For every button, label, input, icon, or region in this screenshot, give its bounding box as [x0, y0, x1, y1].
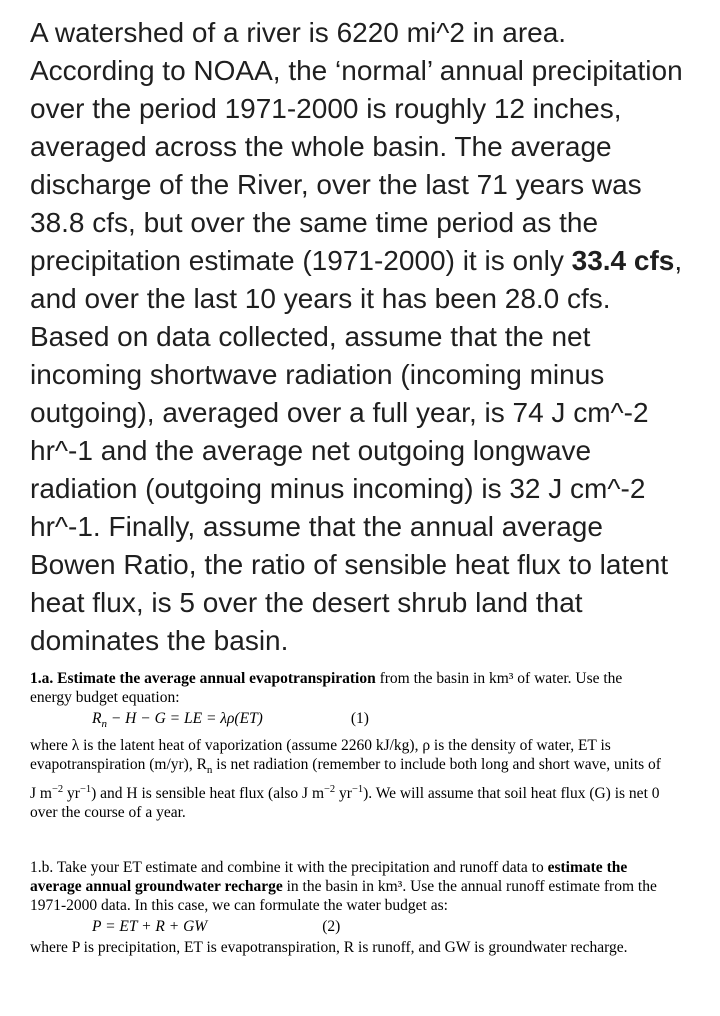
- section-1b-footer: where P is precipitation, ET is evapotranspiration, R is runoff, and GW is groundwater recharge.: [30, 939, 628, 957]
- section-1a-body: [30, 736, 664, 822]
- body-a-run-2: is net radiation (remember to include both long and short wave, units of J m: [30, 756, 661, 803]
- body-a-sup-2: −1: [79, 784, 92, 796]
- equation-1-rest: − H − G = LE = λρ(ET): [106, 710, 263, 727]
- section-1a: [30, 669, 694, 822]
- body-a-sup-4: −1: [351, 784, 364, 796]
- body-a-run-10: ). We will assume that soil heat flux (G) is net 0 over the course of a year.: [30, 785, 660, 822]
- body-a-sub-n: n: [206, 764, 213, 777]
- equation-1-variable: R: [92, 710, 102, 727]
- body-a-run-6: ) and H is sensible heat flux (also J m: [91, 785, 324, 803]
- equation-1-expression: [92, 710, 263, 731]
- section-1a-heading-bold: 1.a. Estimate the average annual evapotranspiration: [30, 670, 376, 687]
- body-a-sup-1: −2: [51, 784, 64, 796]
- equation-1-number: (1): [350, 710, 369, 727]
- equation-2: [30, 917, 664, 936]
- equation-1: [30, 709, 664, 734]
- section-1a-heading: [30, 669, 664, 707]
- body-a-run-0: where λ is the latent heat of vaporization (assume 2260 kJ/kg), ρ is the density of water, ET is evapotranspiration (m/yr), R: [30, 737, 611, 774]
- body-a-sup-3: −2: [324, 784, 336, 796]
- section-1b-lead: 1.b. Take your ET estimate and combine it with the precipitation and runoff data to: [30, 859, 548, 877]
- bold-discharge-value: 33.4 cfs: [571, 245, 675, 276]
- section-1b-heading: [30, 858, 664, 915]
- body-a-run-8: yr: [335, 785, 352, 803]
- problem-text-1: A watershed of a river is 6220 mi^2 in area. According to NOAA, the ‘normal’ annual precipitation over the period 1971-2000 is roughly 12 inches, averaged across the whole basin. The average discharge of the River, over the last 71 years was 38.8 cfs, but over the same time period as the precipitation estimate (1971-2000) it is only: [30, 17, 683, 276]
- section-1b: [30, 858, 694, 957]
- equation-1-subscript: n: [101, 718, 107, 731]
- problem-statement: [30, 14, 694, 660]
- section-1b-heading-bold: estimate the average annual groundwater recharge: [30, 859, 628, 896]
- body-a-run-4: yr: [63, 785, 80, 803]
- problem-text-2: , and over the last 10 years it has been 28.0 cfs. Based on data collected, assume that the net incoming shortwave radiation (incoming minus outgoing), averaged over a full year, is 74 J cm^-2 hr^-1 and the average net outgoing longwave radiation (outgoing minus incoming) is 32 J cm^-2 hr^-1. Finally, assume that the annual average Bowen Ratio, the ratio of sensible heat flux to latent heat flux, is 5 over the desert shrub land that dominates the basin.: [30, 245, 683, 656]
- equation-2-expression: P = ET + R + GW: [92, 918, 208, 936]
- equation-2-number: (2): [322, 918, 341, 936]
- section-1a-heading-rest: from the basin in km³ of water. Use the energy budget equation:: [30, 670, 623, 706]
- section-1b-rest: in the basin in km³. Use the annual runoff estimate from the 1971-2000 data. In this case, we can formulate the water budget as:: [30, 878, 657, 915]
